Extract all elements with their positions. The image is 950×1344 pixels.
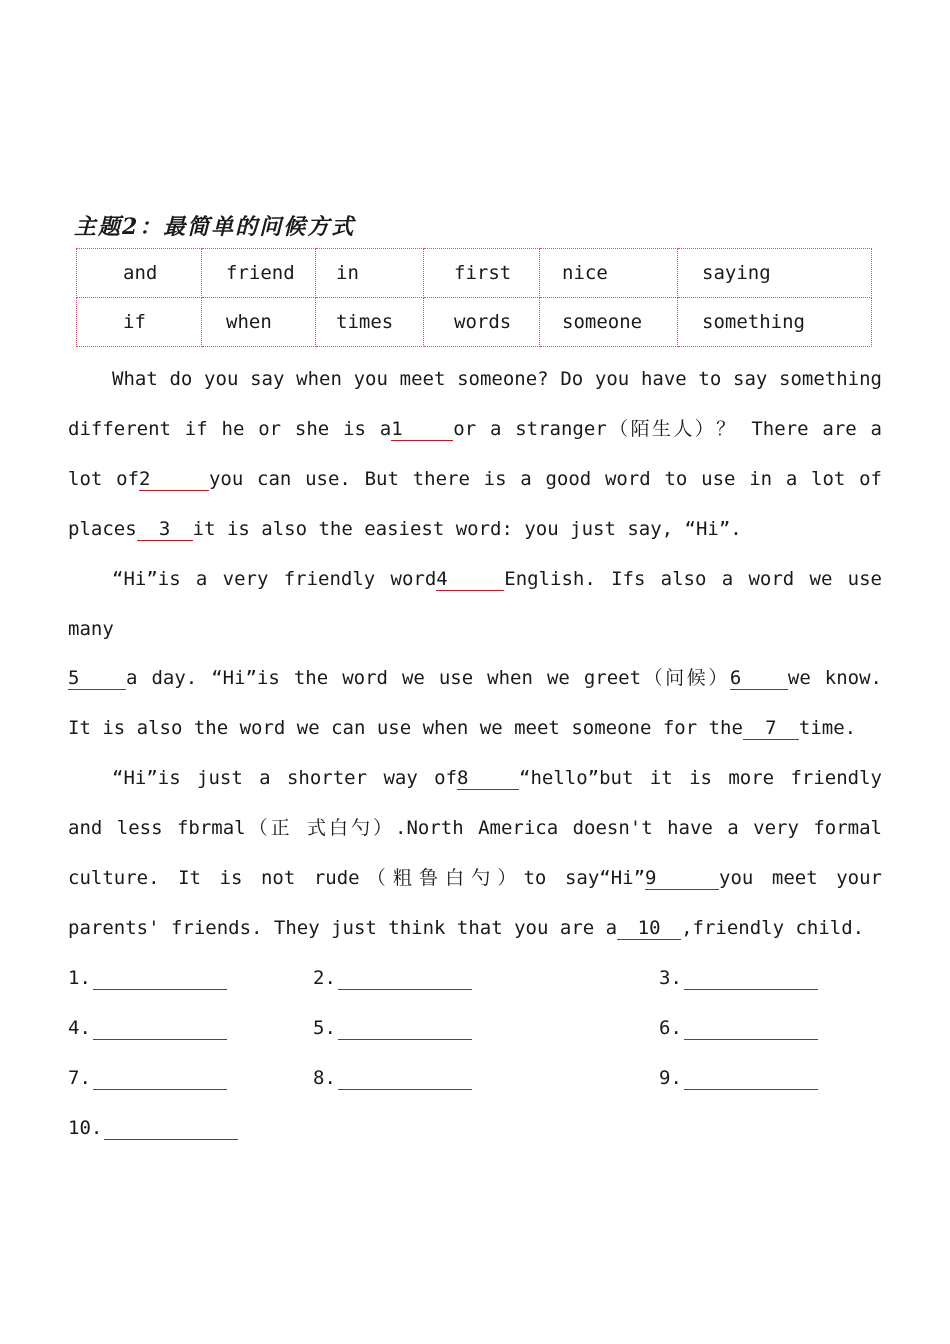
answer-underline (338, 969, 472, 990)
answer-number: 2. (313, 967, 336, 989)
word-cell: words (424, 298, 540, 347)
answer-line[interactable] (313, 966, 472, 990)
passage-line: and less fbrmal（正 式白勺）.North America doesn't have a very formal (68, 817, 882, 839)
passage-text: “Hi”is just a shorter way of (112, 767, 458, 789)
passage-text: time. (798, 717, 857, 739)
passage-text: parents' friends. They just think that you are a (68, 917, 618, 939)
word-cell: if (77, 298, 202, 347)
passage-text: a day. “Hi”is the word we use when we greet（问候） (126, 667, 730, 689)
passage-text: English. Ifs also a word we use (504, 568, 882, 590)
answer-line[interactable] (659, 966, 818, 990)
word-cell: saying (678, 249, 872, 298)
answer-line[interactable] (313, 1016, 472, 1040)
answer-line[interactable] (68, 1116, 238, 1140)
passage-line: many (68, 618, 114, 640)
answer-underline (93, 969, 227, 990)
answer-underline (93, 1069, 227, 1090)
blank-7: 7 (743, 717, 799, 740)
passage-line (112, 567, 882, 591)
answer-number: 4. (68, 1017, 91, 1039)
word-cell: first (424, 249, 540, 298)
answer-line[interactable] (313, 1066, 472, 1090)
table-row (77, 298, 872, 347)
passage-line (68, 517, 882, 541)
passage-line (68, 467, 882, 491)
passage-text: lot of (68, 468, 139, 490)
passage-line (112, 766, 882, 790)
passage-text: “Hi”is a very friendly word (112, 568, 437, 590)
passage-text: it is also the easiest word: you just say, “Hi”. (192, 518, 742, 540)
answer-number: 5. (313, 1017, 336, 1039)
word-cell: nice (540, 249, 678, 298)
answer-underline (338, 1069, 472, 1090)
word-cell: times (316, 298, 424, 347)
passage-text: different if he or she is a (68, 418, 392, 440)
blank-10: 10 (617, 917, 681, 940)
blank-3: 3 (137, 518, 193, 541)
answer-number: 10. (68, 1117, 103, 1139)
answer-underline (684, 969, 818, 990)
passage-text: you meet your (719, 867, 882, 889)
answer-line[interactable] (659, 1066, 818, 1090)
passage-line (68, 866, 882, 890)
answer-number: 3. (659, 967, 682, 989)
word-cell: friend (202, 249, 316, 298)
answer-underline (93, 1019, 227, 1040)
passage-text: “hello”but it is more friendly (519, 767, 882, 789)
passage-text: we know. (787, 667, 882, 689)
passage-line (68, 916, 882, 940)
blank-6: 6 (730, 667, 788, 690)
answer-line[interactable] (68, 1066, 227, 1090)
page-title: 主题2：最简单的问候方式 (74, 214, 356, 240)
answer-underline (338, 1019, 472, 1040)
answer-underline (104, 1119, 238, 1140)
passage-text: It is also the word we can use when we meet someone for the (68, 717, 743, 739)
table-row (77, 249, 872, 298)
blank-2: 2 (139, 468, 209, 491)
passage-line (68, 666, 882, 690)
passage-text: or a stranger（陌生人）？ There are a (453, 418, 882, 440)
word-cell: and (77, 249, 202, 298)
word-bank-table (76, 248, 872, 347)
answer-number: 6. (659, 1017, 682, 1039)
answer-line[interactable] (659, 1016, 818, 1040)
answer-underline (684, 1069, 818, 1090)
answer-number: 7. (68, 1067, 91, 1089)
passage-text: culture. It is not rude（粗鲁白勺）to say“Hi” (68, 867, 646, 889)
answer-number: 9. (659, 1067, 682, 1089)
passage-text: places (68, 518, 137, 540)
passage-text: you can use. But there is a good word to use in a lot of (208, 468, 882, 490)
blank-4: 4 (436, 568, 504, 591)
passage-line (68, 716, 882, 740)
passage-line: What do you say when you meet someone? Do you have to say something (112, 368, 882, 390)
blank-9: 9 (645, 867, 719, 890)
answer-line[interactable] (68, 966, 227, 990)
passage-line (68, 417, 882, 441)
answer-number: 1. (68, 967, 91, 989)
blank-8: 8 (457, 767, 519, 790)
word-cell: something (678, 298, 872, 347)
passage-text: ,friendly child. (681, 917, 865, 939)
answer-line[interactable] (68, 1016, 227, 1040)
blank-1: 1 (391, 418, 453, 441)
word-cell: in (316, 249, 424, 298)
blank-5: 5 (68, 667, 126, 690)
answer-underline (684, 1019, 818, 1040)
answer-number: 8. (313, 1067, 336, 1089)
word-cell: someone (540, 298, 678, 347)
word-cell: when (202, 298, 316, 347)
